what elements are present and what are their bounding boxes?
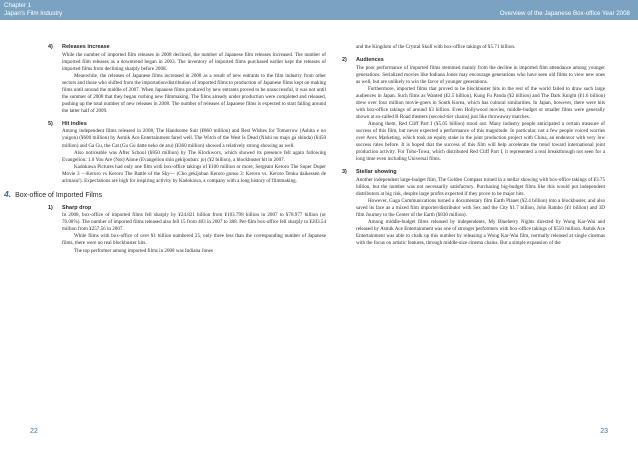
paragraph: However, Gaga Communications turned a documentary film Earth Planet (¥2.4 billion) into a blockbuster, and also saved its face as a mixed film importer/distributor with Sex and the City ¥1.7 billion, John Rambo (¥1 billion) and 3D film Journey to the Center of the Earth (¥830 million). bbox=[356, 197, 605, 218]
page-header bbox=[0, 0, 638, 20]
heading-hit-indies: 5) Hit indies bbox=[48, 120, 87, 127]
paragraph: While films with box-office of over ¥1 billion numbered 25, only three less than the corresponding number of Japanese films, there were no real blockbuster hits. bbox=[62, 233, 326, 247]
paragraph: Meanwhile, the releases of Japanese films increased in 2008 as a result of new entrants to the film industry from other sectors and those who shifted from the importation/distribution of imported films to production of Japanese films kept on making films until around the middle of 2007. When Japanese films produced by new entrants proved to be unsuccessful, it was not until the summer of 2008 that they began curbing new filmmaking. The films already under production were completed and released, pushing up the total number of new releases in 2008. The number of releases of Japanese films is expected to start falling around the latter half of 2009. bbox=[62, 72, 326, 114]
paragraph: In 2008, box-office of imported films fell sharply by ¥24.821 billion from ¥103.798 billion in 2007 to ¥78.977 billion (or 76.08%). The number of imported films released also fell 15 from 403 in 2007 to 388. Per-film box-office fell sharply to ¥203.54 million from ¥257.56 in 2007. bbox=[62, 212, 326, 233]
paragraph: The poor performance of imported films stemmed mainly from the decline in imported film attendance among younger generations. Serialized movies like Indiana Jones may encourage generations who have seen old films to view new ones as well, but are unlikely to win the favor of younger generations. bbox=[356, 64, 605, 85]
right-column bbox=[342, 44, 605, 247]
paragraph: Kadokawa Pictures had only one film with box-office takings of ¥100 million or more, Sergeant Keroro The Super Duper Movie 3 —Keroro vs Keroro The Battle of the Sky— (Cho gekijoban Keroro gunso 3: Keroro vs. Keroro Tenku daikessen de arimasu!). Expectations are high for inspiring activity by Kadokawa, a company with a long history of filmmaking. bbox=[62, 163, 326, 184]
paragraph: Another independent large-budget film, The Golden Compass turned in a stellar showing with box-office takings of ¥3.75 billion, but the number was not necessarily satisfactory. Purchasing big-budget films like this would put independent distributors at big risk, despite large profits expected if they prove to be major hits. bbox=[356, 176, 605, 197]
heading-stellar-showing: 3) Stellar showing bbox=[342, 169, 397, 176]
chapter-label: Chapter 1 bbox=[4, 2, 32, 9]
paragraph: Among independent films released in 2008, The Handsome Suit (¥860 million) and Best Wishes for Tomorrow (Ashita e no yuigon) (¥600 million) by Asmik Ace Entertainment fared well. The Witch of the West Is Dead (Nishi no majo ga shinda) (¥450 million) and Ga Gu, the Cat (Gu Gu datte neko de aru) (¥360 million) showed a relatively strong showing as well. bbox=[62, 128, 326, 149]
heading-audiences: 2) Audiences bbox=[342, 57, 384, 64]
left-column bbox=[4, 44, 326, 255]
paragraph: The top performer among imported films in 2008 was Indiana Jones bbox=[74, 247, 213, 254]
section-heading-imported-films: 4. Box-office of Imported Films bbox=[4, 188, 103, 199]
section-title: Overview of the Japanese Box-office Year 2008 bbox=[499, 10, 630, 17]
heading-sharp-drop: 1) Sharp drop bbox=[48, 204, 92, 211]
paragraph: and the Kingdom of the Crystal Skull with box-office takings of ¥5.71 billion. bbox=[356, 44, 516, 50]
page-number-left: 22 bbox=[30, 428, 38, 435]
paragraph: Among them, Red Cliff Part I (¥5.05 billion) stood out. Many industry people anticipated a certain measure of success of this film, but never expected a performance of this magnitude. In particular, not a few people voiced worries over Avex Marketing, which took an equity stake in the joint production project with China, an endeavor with very low success rates before. It is hoped that the success of this film will help accelerate the trend toward international joint production activity. For Toho-Towa, which distributed Red Cliff Part I, it represented a real breakthrough not seen for a long time even including Universal films. bbox=[356, 120, 605, 163]
paragraph: Furthermore, imported films that proved to be blockbuster hits in the rest of the world failed to draw such large audiences in Japan. Such films as Wanted (¥2.5 billion), Kung Fu Panda (¥2 billion) and The Dark Knight (¥1.6 billion) drew over four million movie-goers in South Korea, which has cultural similarities. In Japan, however, there were hits with box-office takings of around ¥3 billion. Even Hollywood movies, middle-budget or smaller films were generally shown at so-called B Road theaters (second-tier chains) just like throwaway matches. bbox=[356, 85, 605, 120]
heading-releases-increase: 4) Releases increase bbox=[48, 44, 110, 50]
paragraph: Also noticeable was After School (¥850 million) by The Klockworx, which showed its presence felt again following Evangelion: 1.0 You Are (Not) Alone (Evangelion shin gekijouban: jo) (¥2 billion), a blockbuster hit in 2007. bbox=[62, 149, 326, 163]
paragraph: Among middle-budget films released by independents, My Blueberry Nights directed by Wong Kar-Wai and released by Asmik Ace Entertainment was one of stronger performers with box-office takings of ¥550 million. Asmik Ace Entertainment was able to chalk up this number by releasing a Wong Kar-Wai film, normally released at single cinemas with the focus on artistic features, through middle-size cinema chains. But a simple expansion of the bbox=[356, 218, 605, 247]
chapter-title: Japan's Film Industry bbox=[4, 10, 63, 17]
paragraph: While the number of imported film releases in 2008 declined, the number of Japanese film releases increased. The number of imported film releases as a downtrend began in 2003. The inventory of imported films purchased earlier kept the releases of imported films from declining sharply before 2008. bbox=[62, 51, 326, 72]
page-number-right: 23 bbox=[600, 428, 608, 435]
